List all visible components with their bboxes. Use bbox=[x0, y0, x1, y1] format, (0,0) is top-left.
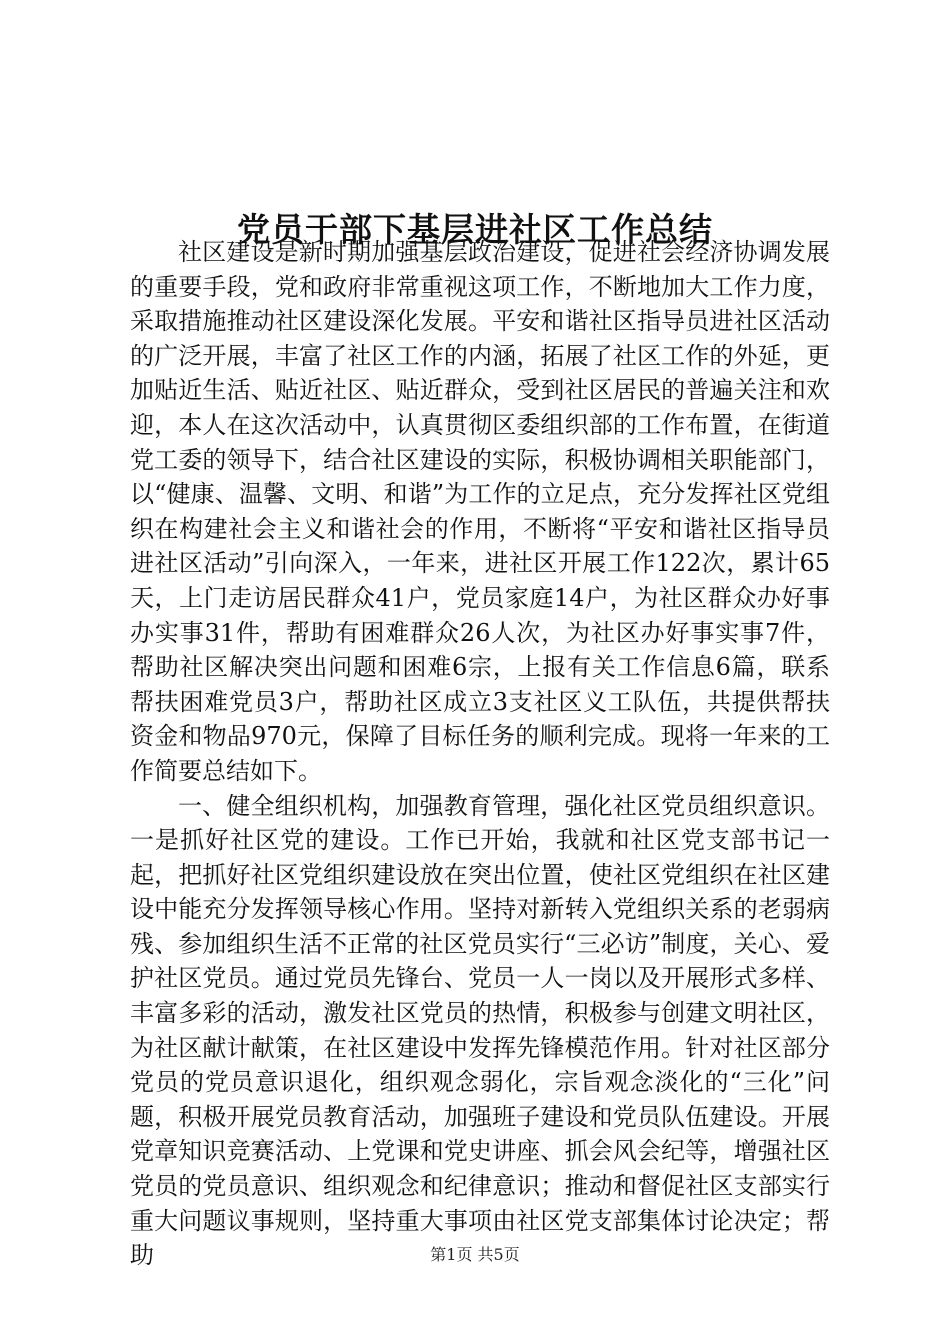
document-title: 党员干部下基层进社区工作总结 bbox=[237, 210, 713, 250]
page-number-footer: 第1页 共5页 bbox=[430, 1245, 520, 1264]
document-body bbox=[130, 235, 830, 1273]
paragraph-section-1: 一、健全组织机构，加强教育管理，强化社区党员组织意识。一是抓好社区党的建设。工作已开始，我就和社区党支部书记一起，把抓好社区党组织建设放在突出位置，使社区党组织在社区建设中能充分发挥领导核心作用。坚持对新转入党组织关系的老弱病残、参加组织生活不正常的社区党员实行“三必访”制度，关心、爱护社区党员。通过党员先锋台、党员一人一岗以及开展形式多样、丰富多彩的活动，激发社区党员的热情，积极参与创建文明社区，为社区献计献策，在社区建设中发挥先锋模范作用。针对社区部分党员的党员意识退化，组织观念弱化，宗旨观念淡化的“三化”问题，积极开展党员教育活动，加强班子建设和党员队伍建设。开展党章知识竞赛活动、上党课和党史讲座、抓会风会纪等，增强社区党员的党员意识、组织观念和纪律意识；推动和督促社区支部实行重大问题议事规则，坚持重大事项由社区党支部集体讨论决定；帮助 bbox=[130, 791, 830, 1270]
paragraph-intro: 社区建设是新时期加强基层政治建设，促进社会经济协调发展的重要手段，党和政府非常重视这项工作，不断地加大工作力度，采取措施推动社区建设深化发展。平安和谐社区指导员进社区活动的广泛开展，丰富了社区工作的内涵，拓展了社区工作的外延，更加贴近生活、贴近社区、贴近群众，受到社区居民的普遍关注和欢迎，本人在这次活动中，认真贯彻区委组织部的工作布置，在街道党工委的领导下，结合社区建设的实际，积极协调相关职能部门，以“健康、温馨、文明、和谐”为工作的立足点，充分发挥社区党组织在构建社会主义和谐社会的作用，不断将“平安和谐社区指导员进社区活动”引向深入，一年来，进社区开展工作122次，累计65天，上门走访居民群众41户，党员家庭14户，为社区群众办好事办实事31件，帮助有困难群众26人次，为社区办好事实事7件，帮助社区解决突出问题和困难6宗，上报有关工作信息6篇，联系帮扶困难党员3户，帮助社区成立3支社区义工队伍，共提供帮扶资金和物品970元，保障了目标任务的顺利完成。现将一年来的工作简要总结如下。 bbox=[130, 238, 830, 785]
